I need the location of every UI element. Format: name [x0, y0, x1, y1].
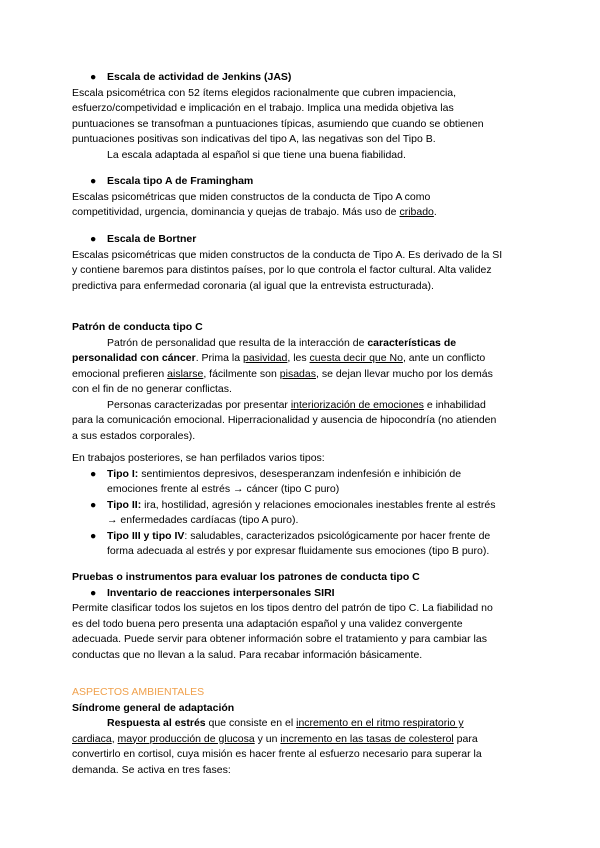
section-framingham — [72, 174, 528, 221]
bullet-icon: ● — [90, 467, 97, 480]
section-ambientales — [72, 685, 528, 778]
bullet-icon: ● — [90, 71, 97, 83]
paragraph-line: Permite clasificar todos los sujetos en los tipos dentro del patrón de tipo C. La fiabilidad no — [72, 602, 493, 614]
paragraph-line: La escala adaptada al español si que tiene una buena fiabilidad. — [107, 148, 406, 161]
paragraph-line: para la comunicación emocional. Hiperracionalidad y ausencia de hipocondría (no atienden — [72, 414, 497, 426]
paragraph-line: puntuaciones se transofman a puntuaciones típicas, asumiendo que cuando se obtienen — [72, 117, 484, 130]
paragraph-line: Personas caracterizadas por presentar interiorización de emociones e inhabilidad — [107, 398, 486, 411]
list-item-continuation: forma adecuada al estrés y por expresar fluidamente sus emociones (tipo B puro). — [107, 545, 490, 557]
paragraph-line: cardiaca, mayor producción de glucosa y un incremento en las tasas de colesterol para — [72, 732, 478, 745]
heading-bortner: ● Escala de Bortner — [72, 232, 528, 248]
paragraph-line: convertirlo en cortisol, cuya misión es hacer frente al esfuerzo necesario para superar la — [72, 748, 482, 760]
paragraph-line: En trabajos posteriores, se han perfilados varios tipos: — [72, 452, 325, 464]
section-tipos-list — [72, 451, 528, 560]
paragraph-line: Escala psicométrica con 52 ítems elegidos racionalmente que cubren impaciencia, — [72, 86, 457, 99]
heading-framingham: ● Escala tipo A de Framingham — [72, 174, 528, 190]
bullet-icon: ● — [90, 529, 97, 542]
paragraph-line: Escalas psicométricas que miden constructos de la conducta de Tipo A. Es derivado de la SI — [72, 248, 503, 261]
list-item: ● Tipo II: ira, hostilidad, agresión y relaciones emocionales inestables frente al estrés — [72, 498, 528, 514]
section-title: ASPECTOS AMBIENTALES — [72, 686, 205, 698]
bullet-icon: ● — [90, 498, 97, 511]
paragraph-line: emocional prefieren aislarse, fácilmente son pisadas, se dejan llevar mucho por los demás — [72, 367, 493, 380]
paragraph-line: puntuaciones positivas son indicativas del tipo A, las negativas son del Tipo B. — [72, 133, 436, 145]
heading-tipo-c: Patrón de conducta tipo C — [72, 321, 203, 333]
paragraph-line: esfuerzo/competividad e implicación en el trabajo. Implica una medida objetiva las — [72, 102, 454, 114]
section-pruebas — [72, 570, 528, 663]
heading-jas: ● Escala de actividad de Jenkins (JAS) — [72, 70, 528, 86]
section-jas — [72, 70, 528, 163]
subheading-siri: ● Inventario de reacciones interpersonales SIRI — [72, 586, 528, 602]
paragraph-line: conductas que no llevan a la salud. Para recabar información básicamente. — [72, 648, 423, 661]
bullet-icon: ● — [90, 175, 97, 187]
list-item: ● Tipo III y tipo IV: saludables, caracterizados psicológicamente por hacer frente de — [72, 529, 528, 545]
paragraph-line: a sus estados corporales). — [72, 429, 196, 442]
list-item-continuation: emociones frente al estrés → cáncer (tipo C puro) — [107, 483, 340, 495]
bullet-icon: ● — [90, 233, 97, 245]
paragraph-line: personalidad con cáncer. Prima la pasividad, les cuesta decir que No, ante un conflicto — [72, 352, 486, 364]
paragraph-line: competitividad, urgencia, dominancia y quejas de trabajo. Más uso de cribado. — [72, 206, 437, 218]
paragraph-line: con el fin de no generar conflictas. — [72, 383, 232, 395]
paragraph-line: es del todo buena pero presenta una adaptación español y una validez convergente — [72, 617, 463, 630]
paragraph-line: Patrón de personalidad que resulta de la interacción de características de — [107, 336, 457, 349]
paragraph-line: demanda. Se activa en tres fases: — [72, 763, 231, 776]
paragraph-line: adecuada. Puede servir para obtener información sobre el tratamiento y para cambiar las — [72, 633, 487, 645]
paragraph-line: Escalas psicométricas que miden constructos de la conducta de Tipo A como — [72, 190, 431, 203]
list-item: ● Tipo I: sentimientos depresivos, desesperanzam indenfesión e inhibición de — [72, 467, 528, 483]
section-tipo-c — [72, 320, 528, 444]
section-bortner — [72, 232, 528, 294]
list-item-continuation: → enfermedades cardíacas (tipo A puro). — [107, 514, 299, 526]
heading-sga: Síndrome general de adaptación — [72, 701, 235, 714]
bullet-icon: ● — [90, 586, 97, 599]
paragraph-line: predictiva para enfermedad coronaria (al igual que la entrevista estructurada). — [72, 279, 434, 292]
paragraph-line: y contiene baremos para distintos países, por lo que controla el factor cultural. Alta validez — [72, 264, 492, 276]
heading-pruebas: Pruebas o instrumentos para evaluar los patrones de conducta tipo C — [72, 571, 420, 583]
paragraph-line: Respuesta al estrés que consiste en el incremento en el ritmo respiratorio y — [107, 717, 464, 729]
